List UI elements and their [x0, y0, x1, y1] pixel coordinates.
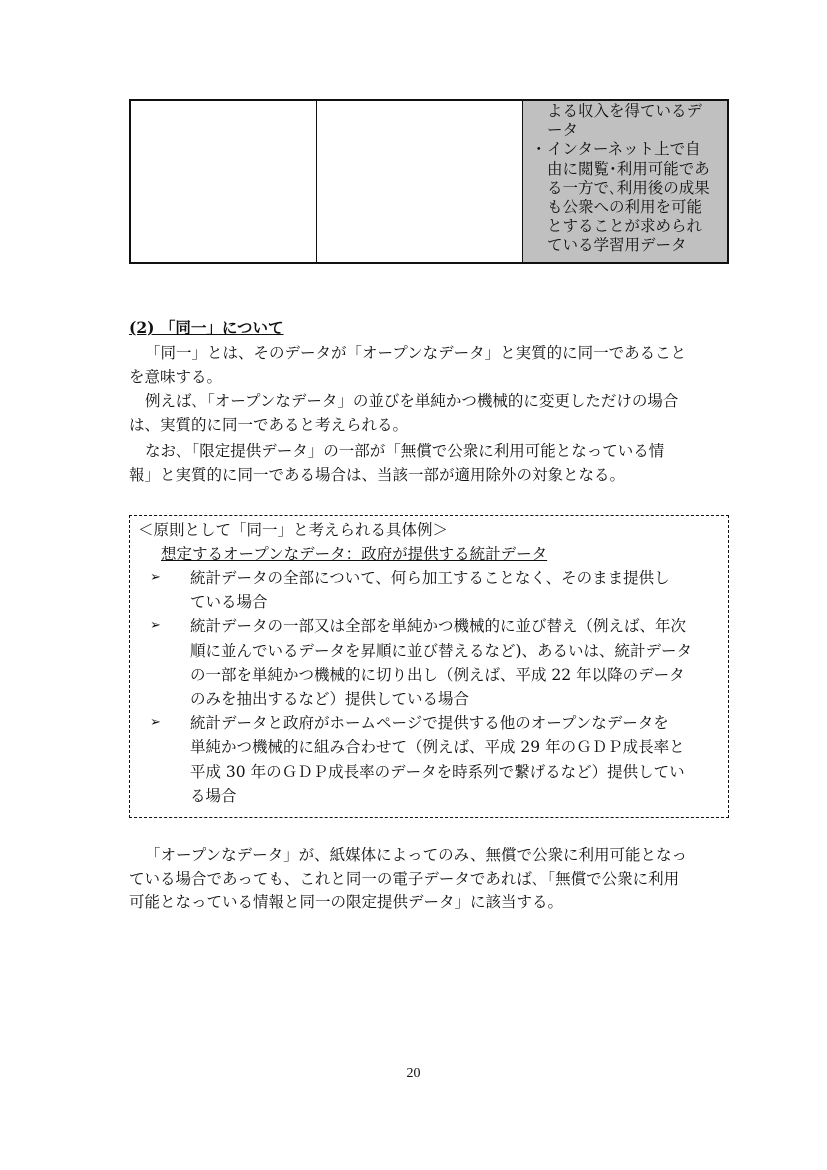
table-cell-empty-1	[131, 101, 317, 262]
table-cell-line: ータ	[547, 121, 579, 140]
table-cell-shaded	[523, 101, 727, 262]
table-cell-line: る一方で､利用後の成果	[547, 178, 710, 197]
body-paragraph-2: 例えば､「オープンなデータ」の並びを単純かつ機械的に変更しただけの場合 は、実質的に同一であると考えられる。	[129, 392, 679, 434]
table-cell-line: とすることが求められ	[547, 217, 703, 236]
arrow-bullet-icon: ➢	[150, 715, 161, 731]
table-cell-empty-2	[317, 101, 523, 262]
example-box-subtitle: 想定するオープンなデータ：政府が提供する統計データ	[161, 545, 548, 563]
body-paragraph-1: 「同一」とは、そのデータが「オープンなデータ」と実質的に同一であること を意味する。	[129, 344, 687, 386]
table-cell-line: ている学習用データ	[547, 236, 687, 255]
arrow-bullet-icon: ➢	[150, 618, 161, 634]
bullet-dot: ・	[531, 140, 547, 159]
body-paragraph-3: なお､「限定提供データ」の一部が「無償で公衆に利用可能となっている情 報」と実質的に同一である場合は、当該一部が適用除外の対象となる。	[129, 442, 665, 484]
section-heading: (2) 「同一」について	[129, 318, 284, 337]
closing-paragraph: 「オープンなデータ」が、紙媒体によってのみ、無償で公衆に利用可能となっ ている場合であっても、これと同一の電子データであれば､「無償で公衆に利用 可能となっている情報と同一の限定提供データ」に該当する。	[129, 846, 688, 911]
table-cell-line: 由に閲覧･利用可能であ	[547, 159, 710, 178]
table-cell-line: も公衆への利用を可能	[547, 198, 703, 217]
table-cell-line: よる収入を得ているデ	[547, 102, 703, 120]
table-fragment	[129, 99, 729, 264]
example-box-title: ＜原則として「同一」と考えられる具体例＞	[138, 521, 449, 539]
example-item: ➢ 統計データの一部又は全部を単純かつ機械的に並び替え（例えば、年次 順に並んでいるデータを昇順に並び替えるなど)、あるいは、統計データ の一部を単純かつ機械的に切り出し（例えば、平成 22 年以降のデータ のみを抽出するなど）提供している場合	[138, 614, 720, 711]
arrow-bullet-icon: ➢	[150, 570, 161, 585]
table-cell-line: ・インターネット上で自	[531, 140, 701, 159]
example-item: ➢ 統計データと政府がホームページで提供する他のオープンなデータを 単純かつ機械的に組み合わせて（例えば、平成 29 年のＧＤＰ成長率と 平成 30 年のＧＤＰ成長率のデータを時系列で繋げるなど）提供してい る場合	[138, 711, 720, 808]
example-item: ➢ 統計データの全部について、何ら加工することなく、そのまま提供し ている場合	[138, 566, 720, 614]
page-number: 20	[406, 1066, 421, 1081]
example-box	[129, 515, 729, 818]
